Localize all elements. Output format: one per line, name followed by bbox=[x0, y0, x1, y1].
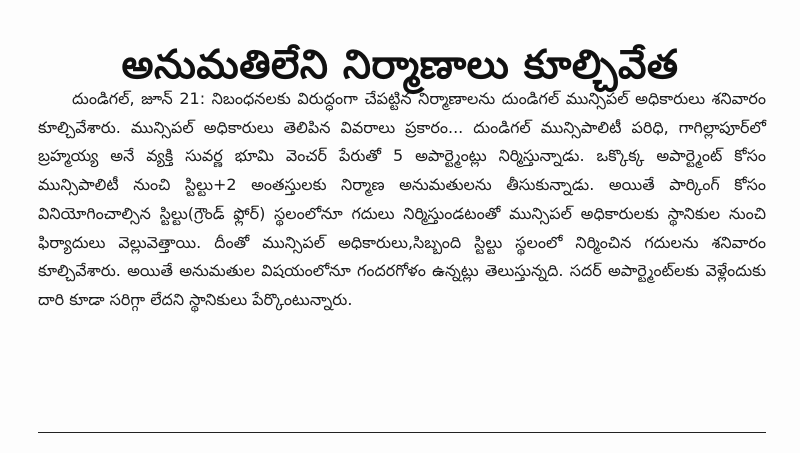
article-body: దుండిగల్, జూన్ 21: నిబంధనలకు విరుద్ధంగా చేపట్టిన నిర్మాణాలను దుండిగల్ మున్సిపల్ అధికారులు శనివారం కూల్చివేశారు. మున్సిపల్ అధికారులు తెలిపిన వివరాలు ప్రకారం... దుండిగల్ మున్సిపాలిటీ పరిధి, గాగిల్లాపూర్‌లో బ్రహ్మయ్య అనే వ్యక్తి సువర్ణ భూమి వెంచర్ పేరుతో 5 అపార్ట్మెంట్లు నిర్మిస్తున్నాడు. ఒక్కొక్క అపార్ట్మెంట్ కోసం మున్సిపాలిటీ నుంచి స్టిల్టు+2 అంతస్తులకు నిర్మాణ అనుమతులను తీసుకున్నాడు. అయితే పార్కింగ్ కోసం వినియోగించాల్సిన స్టిల్టు(గ్రౌండ్ ఫ్లోర్) స్థలంలోనూ గదులు నిర్మిస్తుండటంతో మున్సిపల్ అధికారులకు స్థానికుల నుంచి ఫిర్యాదులు వెల్లువెత్తాయి. దీంతో మున్సిపల్ అధికారులు,సిబ్బంది స్టిల్టు స్థలంలో నిర్మించిన గదులను శనివారం కూల్చివేశారు. అయితే అనుమతుల విషయంలోనూ గందరగోళం ఉన్నట్లు తెలుస్తున్నది. సదర్ అపార్ట్మెంట్‌లకు వెళ్లేందుకు దారి కూడా సరిగ్గా లేదని స్థానికులు పేర్కొంటున్నారు. bbox=[38, 89, 766, 309]
next-article-heading-cropped bbox=[190, 446, 610, 453]
headline: అనుమతిలేని నిర్మాణాలు కూల్చివేత bbox=[121, 41, 679, 88]
divider-rule bbox=[38, 432, 766, 433]
